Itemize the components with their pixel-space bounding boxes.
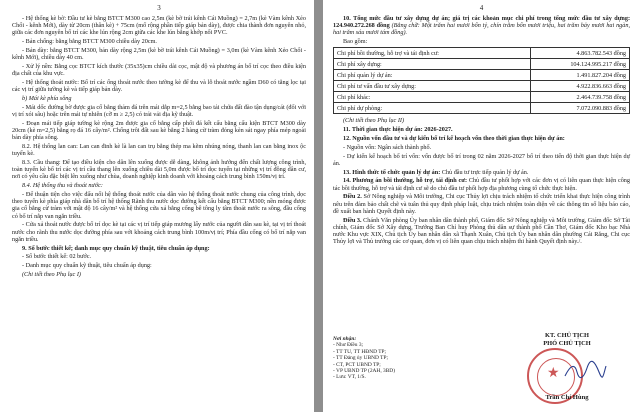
document-page-4: [323, 0, 640, 412]
article-heading: Điều 2.: [343, 193, 362, 201]
cost-label: Chi phí quản lý dự án:: [334, 70, 531, 81]
recipients-block: [333, 336, 473, 381]
cost-value: 7.072.090.883 đồng: [531, 103, 630, 114]
cost-label: Chi phí bồi thường, hỗ trợ và tái định cư:: [334, 48, 531, 59]
page-number: 3: [157, 4, 161, 12]
section-heading: 8.4. Hệ thống thu và thoát nước:: [22, 182, 103, 190]
table-row: [334, 70, 630, 81]
section-heading: 12. Nguồn vốn đầu tư và dự kiến bố trí kế hoạch vốn theo thời gian thực hiện dự án:: [343, 135, 565, 142]
paragraph: - Đoạn mái tiếp giáp tường kè rộng 2m được gia cố bằng cấp phối đá kết cấu bằng cấu kiện BTCT M300 dày 20cm (kè m=2,5) bằng rọ đá 16 cây/m². Chống trôi đất sau kè bằng 2 hàng cừ tràm đóng kèn sát ngay phía mép ngoài bản dày phía sông.: [12, 119, 306, 142]
paragraph: Chủ đầu tư phối hợp với các đơn vị có liên quan thực hiện công tác bồi thường, hỗ trợ và tái định cư sẽ do chủ đầu tư phối hợp địa phương cùng tổ chức thực hiện.: [333, 177, 630, 192]
paragraph: - Hệ thống kè bờ: Đầu tư kè bằng BTCT M300 cao 2,5m (kè bờ trái kênh Cái Muồng) = 2,7m (kè Vàm kênh Xẻo Chổi - kênh Mới), dày từ 20cm (thân kè) + 75cm (mố rộng phần tiếp giáp bản dày), được chia thành đơn nguyên nhỏ, giữa các đơn nguyên bố trí các khe lún rộng 2cm giữa các khe lún bằng khớp nối PVC.: [12, 15, 306, 37]
section-heading: b) Mái kè phía sông: [22, 95, 72, 102]
recipient-item: - TT TU, TT HĐND TP;: [333, 348, 387, 355]
table-row: [334, 48, 630, 59]
cost-value: 4.922.836.663 đồng: [531, 81, 630, 92]
section-14: [333, 177, 630, 191]
table-row: [334, 92, 630, 103]
signer-name: Trần Chí Hùng: [545, 394, 589, 401]
recipient-item: - CT, PCT UBND TP;: [333, 361, 381, 368]
section-heading: 13. Hình thức tổ chức quản lý dự án:: [343, 168, 441, 176]
recipients-title: Nơi nhận:: [333, 336, 357, 342]
article-3: [333, 217, 630, 246]
recipient-item: - TT Đảng ủy UBND TP;: [333, 355, 388, 362]
cost-value: 2.464.739.758 đồng: [531, 92, 630, 103]
section-13: [333, 169, 630, 176]
paragraph: - Hệ thống thoát nước: Bố trí các ống thoát nước theo tường kè để thu và lỗ thoát nước ngầm D60 có tăng lọc tại các vị trí giữa tường kè và tiếp giáp bản dày.: [12, 79, 306, 94]
paragraph: - Cửa xả thoát nước được bố trí dọc kè tại các vị trí tiếp giáp mương lấy nước của người dân sau kè, tại vị trí thoát nước cho rãnh thu nước dọc đường phía sau với khoảng cách trung bình 100m/vị trí; Phía đầu cống có bố trí nắp van ngăn triều.: [12, 221, 306, 243]
cost-table: [333, 47, 630, 114]
paragraph: Chủ đầu tư trực tiếp quản lý dự án.: [441, 168, 529, 176]
section-heading: 10. Tổng mức đầu tư xây dựng dự án; giá trị các khoản mục chi phí trong tổng mức đầu tư xây dựng: 124.940.272.268 đồng: [333, 15, 630, 30]
signer-title: KT. CHỦ TỊCH: [545, 332, 589, 339]
paragraph: - Danh mục quy chuẩn kỹ thuật, tiêu chuẩn áp dụng:: [22, 262, 152, 270]
table-row: [334, 81, 630, 92]
paragraph: - Nguồn vốn: Ngân sách thành phố.: [343, 143, 432, 151]
handwritten-signature-icon: [563, 360, 607, 382]
document-page-3: [0, 0, 314, 412]
cost-value: 104.124.995.217 đồng: [531, 59, 630, 70]
table-row: [334, 59, 630, 70]
paragraph: 8.2. Hệ thống lan can: Lan can đinh kè là lan can trụ bằng thép ma kẽm nhúng nóng, thanh lan can bằng inox ộc tuyến kè.: [12, 143, 306, 158]
section-10: [333, 15, 630, 37]
paragraph: 8.3. Cầu thang: Để tạo điều kiện cho dân lên xuống được dễ dàng, không ảnh hưởng đến chất lượng công trình, toàn tuyến kè bố trí các vị trí cầu thang lên xuống chiều dài 5,0m được bố trí dọc tuyến tại những vị trí đông dân cư, nơi có yêu cầu đặc biệt lên xuống như chùa, doanh nghiệp kinh doanh với khoảng cách trung bình 150m/vị trí.: [12, 159, 306, 181]
section-heading: 14. Phương án bồi thường, hỗ trợ, tái định cư:: [343, 177, 468, 185]
signature-block: [497, 332, 637, 401]
paragraph: - Số bước thiết kế: 02 bước.: [22, 253, 92, 261]
cost-label: Chi phí tư vấn đầu tư xây dựng:: [334, 81, 531, 92]
cost-value: 1.491.827.204 đồng: [531, 70, 630, 81]
note: (Chi tiết theo Phụ lục I): [22, 271, 81, 278]
recipient-item: - Như Điều 3;: [333, 342, 364, 349]
cost-label: Chi phí dự phòng:: [334, 103, 531, 114]
paragraph: - Để thuận tiện cho việc đấu nối hệ thống thoát nước của dân vào hệ thống thoát nước chung của công trình, dọc theo tuyến kè phía giáp nhà dân bố trí hệ thống Rãnh thu nước dọc đường kết cấu bằng BTCT M300; nền móng được gia cố bằng cừ tràm với mật độ 16 cây/m² và hệ thống cửa xả bằng cống bê tông ly tâm thoát nước ra sông, đầu cống có bố trí nắp van ngăn triều.: [12, 191, 306, 220]
paragraph: - Xử lý nền: Bằng cọc BTCT kích thước (35x35)cm chiều dài cọc, mật độ và phương án bố trí cọc theo điều kiện địa chất của khu vực.: [12, 63, 306, 78]
table-label: Bao gồm:: [343, 38, 368, 46]
note: (Chi tiết theo Phụ lục II): [343, 117, 404, 125]
paragraph: - Dự kiến kế hoạch bố trí vốn: vốn được bố trí trong 02 năm 2026-2027 bố trí theo tiến độ thời gian thực hiện dự án.: [333, 152, 630, 167]
star-icon: ★: [547, 366, 560, 381]
recipient-item: - VP UBND TP (2AH, 3BD): [333, 368, 395, 375]
cost-value: 4.863.782.543 đồng: [531, 48, 630, 59]
paragraph: Sở Nông nghiệp và Môi trường, Chi cục Thủy lợi chịu trách nhiệm tổ chức triển khai thực hiện công trình nêu trên đảm bảo chất chẽ và tuân thủ quy định pháp luật, chịu trách nhiệm toàn diện về các thông tin số liệu báo cáo, đề xuất ban hành Quyết định này.: [333, 193, 631, 215]
page-number: 4: [479, 4, 484, 12]
article-heading: Điều 3.: [343, 216, 362, 224]
section-heading: 9. Số bước thiết kế; danh mục quy chuẩn kỹ thuật, tiêu chuẩn áp dụng:: [22, 244, 210, 252]
cost-label: Chi phí xây dựng:: [334, 59, 531, 70]
paragraph: - Bản chống: bằng bằng BTCT M300 chiều dày 20cm.: [22, 38, 157, 46]
recipient-item: - Lưu: VT, 1/S.: [333, 374, 366, 381]
cost-label: Chi phí khác:: [334, 92, 531, 103]
paragraph: - Bản dày: bằng BTCT M300, bản dày rộng 2,5m (kè bờ trái kênh Cái Muồng) = 3,0m (kè Vàm kênh Xẻo Chổi - kênh Mới), chiều dày 40 cm.: [12, 47, 306, 62]
section-heading: 11. Thời gian thực hiện dự án: 2026-2027.: [343, 126, 453, 134]
paragraph: - Mái dốc đường bờ được gia cố bằng thảm đá trên mái dắp m=2,5 bằng bao tải chứa đất đào tận dụng/cát (đổi với vị trí xói sâu) hoặc trên mái tự nhiên (cỡ m ≥ 2,5) có trải vải địa kỹ thuật.: [12, 103, 306, 118]
paragraph: Chánh Văn phòng Ủy ban nhân dân thành phố, Giám đốc Sở Nông nghiệp và Môi trường, Giám đốc Sở Tài chính, Giám đốc Sở Xây dựng, Trưởng Ban Chỉ huy Phòng thủ dân sự thành phố Cần Thơ, Giám đốc Kho bạc Nhà nước Khu vực XIX, Chủ tịch Ủy ban nhân dân xã Thạnh Xuân, Chủ tịch Ủy ban nhân dân phường Cái Răng, Chi cục Thủy lợi và Thủ trưởng các cơ quan, đơn vị có liên quan chịu trách nhiệm thi hành Quyết định này./.: [333, 216, 630, 246]
article-2: [333, 193, 630, 215]
table-row: [334, 103, 630, 114]
amount-in-words: (Bằng chữ: Một trăm hai mươi bốn tỷ, chín trăm bốn mươi triệu, hai trăm bảy mươi hai ngàn, hai trăm sáu mươi tám đồng).: [333, 22, 631, 37]
signer-position: PHÓ CHỦ TỊCH: [543, 339, 591, 347]
